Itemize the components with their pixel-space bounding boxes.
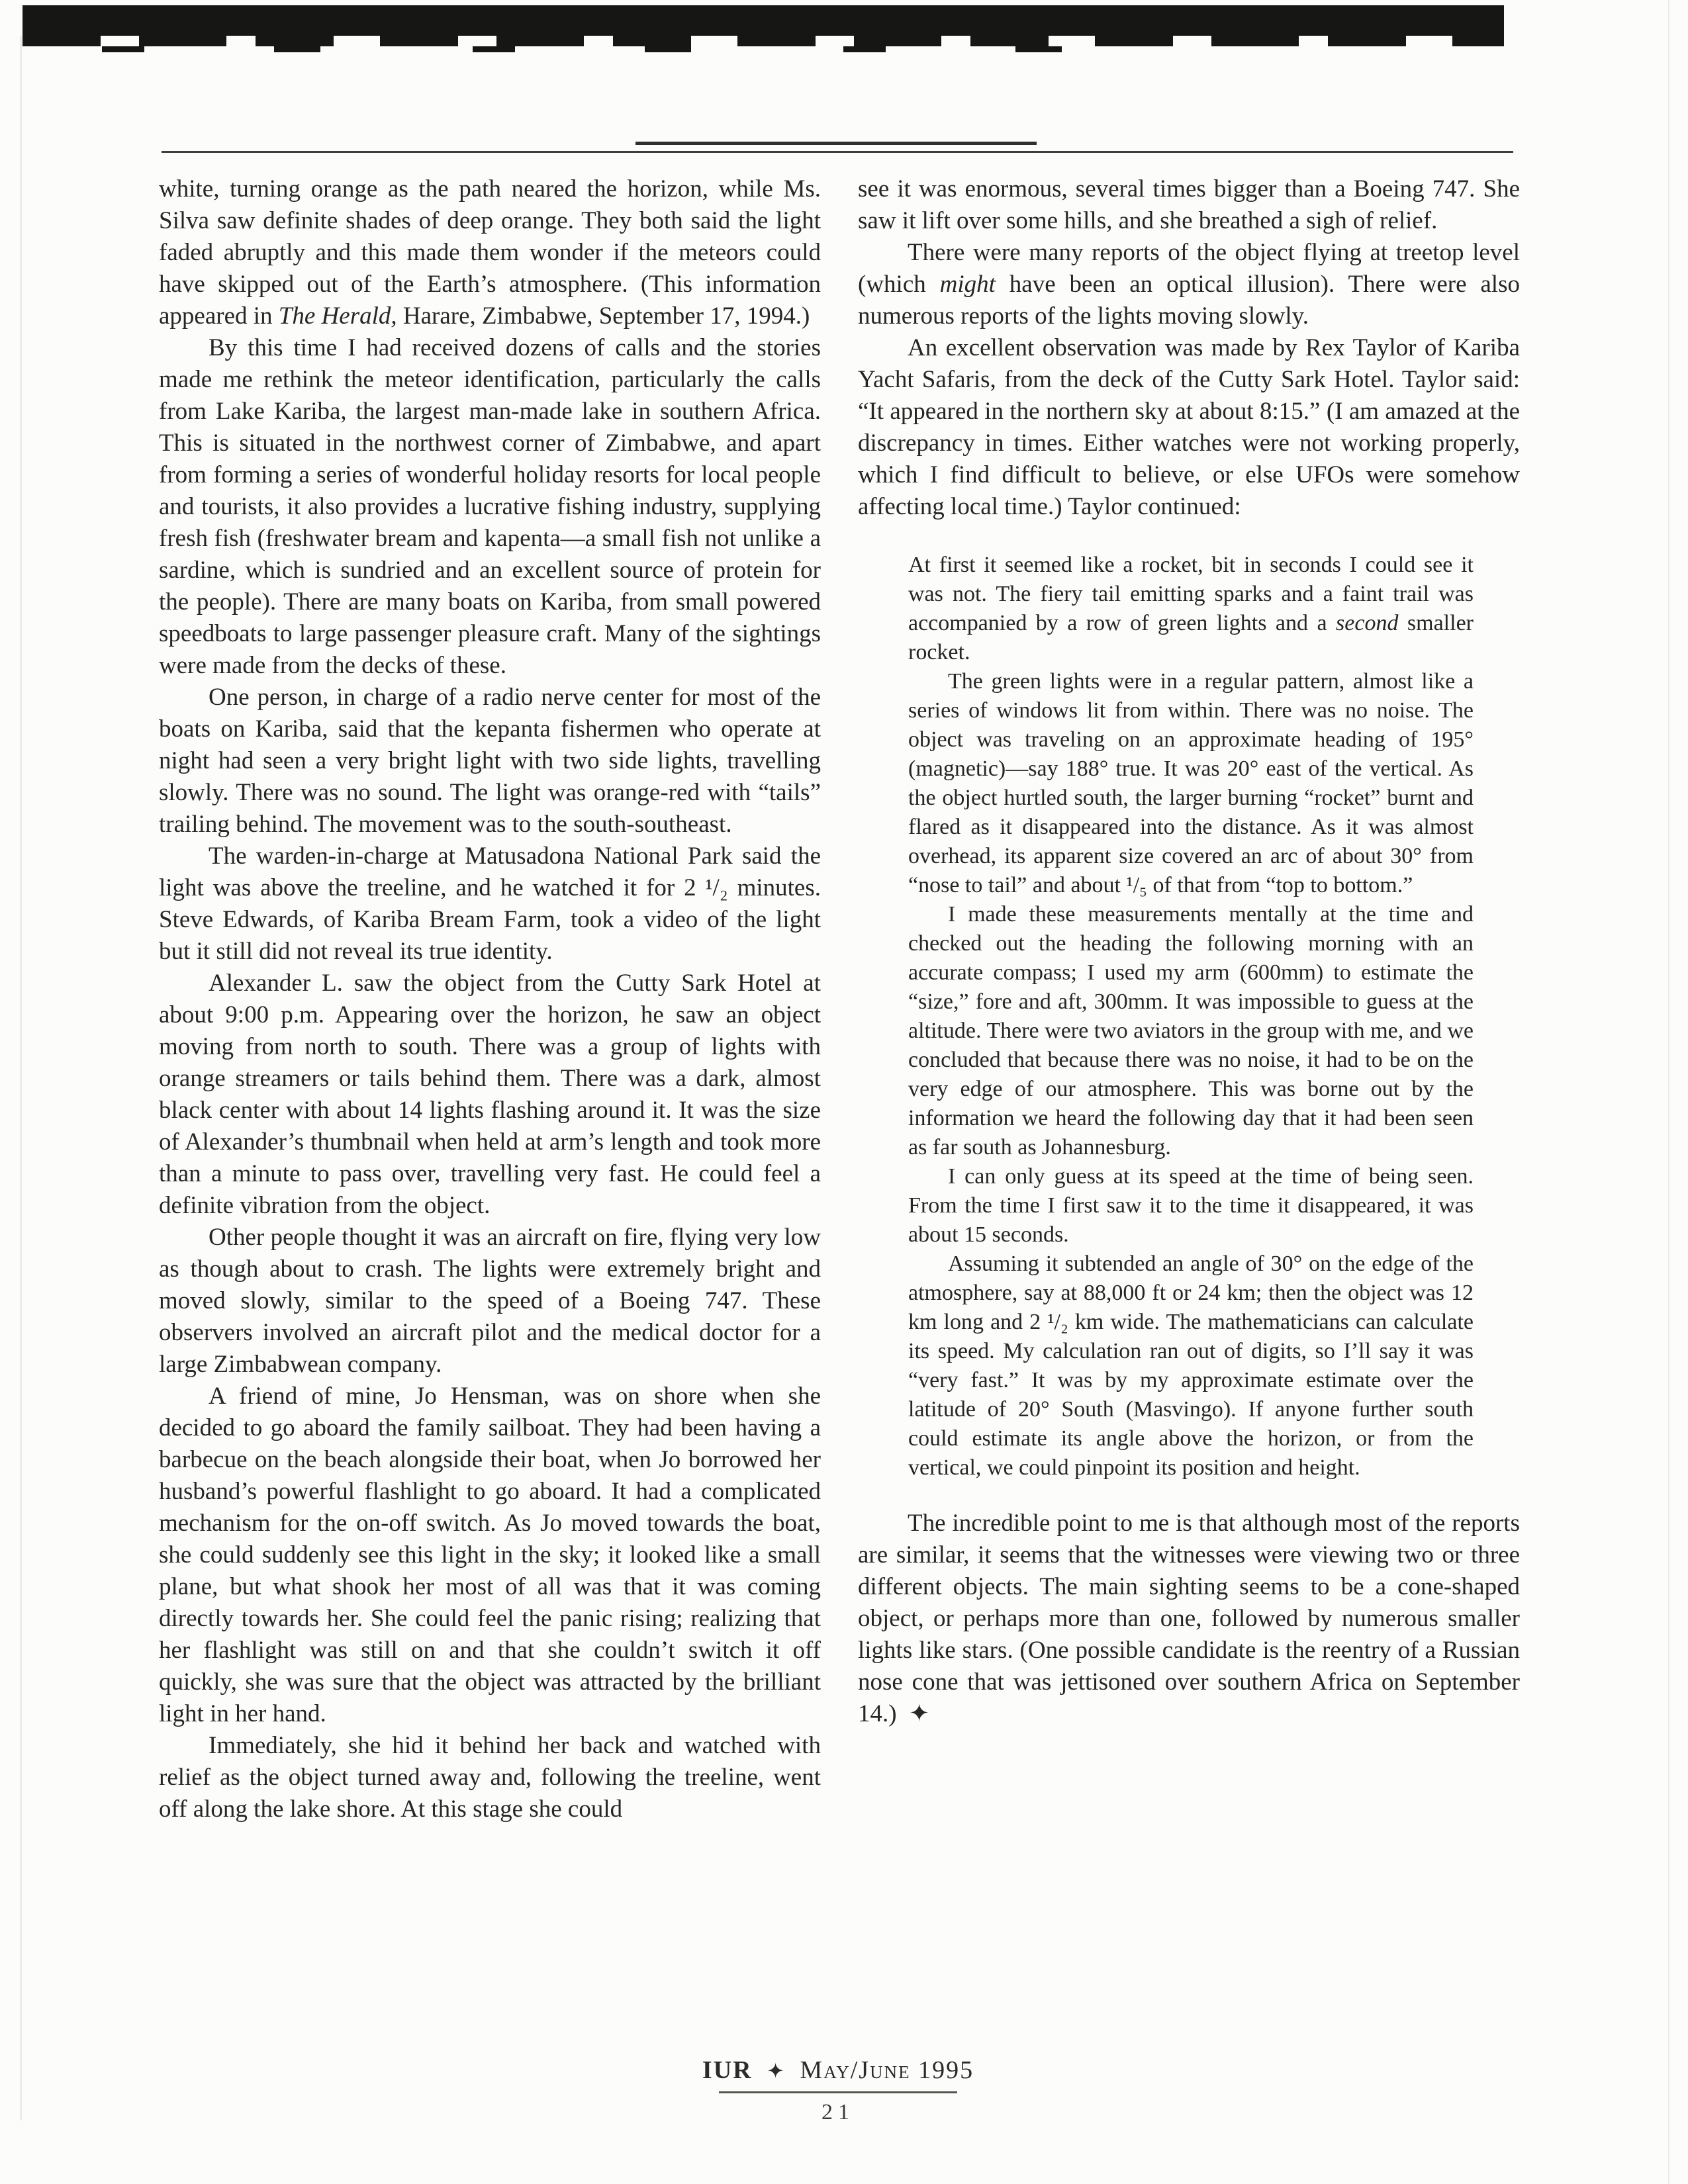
- text-run: Harare, Zimbabwe, September 17, 1994.): [397, 302, 810, 330]
- text-run: see it was enormous, several times bigger than a Boeing 747. She saw it lift over some hills, and she breathed a sigh of relief.: [858, 175, 1520, 234]
- header-short-rule: [635, 142, 1037, 145]
- paragraph: [159, 1222, 821, 1381]
- two-column-article: [159, 173, 1520, 1825]
- end-of-article-diamond-icon: ✦: [896, 1700, 930, 1727]
- paragraph: [159, 841, 821, 968]
- text-run: Immediately, she hid it behind her back and watched with relief as the object turned away and, following the treeline, went off along the lake shore. At this stage she could: [159, 1732, 821, 1823]
- footer-rule: [719, 2091, 957, 2093]
- page-footer: [0, 2056, 1676, 2125]
- text-run: Assuming it subtended an angle of 30° on the edge of the atmosphere, say at 88,000 ft or 24 km; then the object was 12 km long and 2 ¹/₂ km wide. The mathematicians can calculate its speed. My calculation ran out of digits, so I’ll say it was “very fast.” It was by my approximate estimate over the latitude of 20° South (Masvingo). If anyone further south could estimate its angle above the horizon, or from the vertical, we could pinpoint its position and height.: [908, 1251, 1474, 1480]
- text-run: By this time I had received dozens of calls and the stories made me rethink the meteor identification, particularly the calls from Lake Kariba, the largest man-made lake in southern Africa. This is situated in the northwest corner of Zimbabwe, and apart from forming a series of wonderful holiday resorts for local people and tourists, it also provides a lucrative fishing industry, supplying fresh fish (freshwater bream and kapenta—a small fish not unlike a sardine, which is sundried and an excellent source of protein for the people). There are many boats on Kariba, from small powered speedboats to large passenger pleasure craft. Many of the sightings were made from the decks of these.: [159, 334, 821, 679]
- footer-diamond-icon: ✦: [767, 2058, 786, 2083]
- journal-name: IUR: [702, 2056, 753, 2084]
- paragraph: [908, 1250, 1474, 1482]
- italic-text-run: second: [1336, 611, 1399, 635]
- text-run: I made these measurements mentally at the time and checked out the heading the following morning with an accurate compass; I used my arm (600mm) to estimate the “size,” fore and aft, 300mm. It was impossible to guess at the altitude. There were two aviators in the group with me, and we concluded that because there was no noise, it had to be on the very edge of our atmosphere. This was borne out by the information we heard the following day that it had been seen as far south as Johannesburg.: [908, 902, 1474, 1160]
- right-column-top-paragraphs: [858, 173, 1520, 523]
- text-run: smaller rocket.: [908, 611, 1474, 664]
- paragraph: [159, 682, 821, 841]
- right-column-bottom-paragraphs: [858, 1508, 1520, 1730]
- paragraph: [159, 1730, 821, 1825]
- left-scan-edge-line: [20, 36, 22, 2120]
- paragraph: [858, 332, 1520, 523]
- text-run: Other people thought it was an aircraft on fire, flying very low as though about to crash. The lights were extremely bright and moved slowly, similar to the speed of a Boeing 747. These observers involved an aircraft pilot and the medical doctor for a large Zimbabwean company.: [159, 1224, 821, 1378]
- italic-text-run: The Herald,: [278, 302, 397, 330]
- right-scan-edge-line: [1668, 0, 1669, 2184]
- scanner-black-bar: [23, 5, 1504, 36]
- paragraph: [908, 1162, 1474, 1250]
- right-column: [858, 173, 1520, 1825]
- paragraph: [908, 551, 1474, 667]
- paragraph: [159, 968, 821, 1222]
- text-run: The warden-in-charge at Matusadona National Park said the light was above the treeline, and he watched it for 2 ¹/₂ minutes. Steve Edwards, of Kariba Bream Farm, took a video of the light but it still did not reveal its true identity.: [159, 842, 821, 965]
- paragraph: [908, 667, 1474, 900]
- italic-text-run: might: [939, 271, 996, 298]
- paragraph: [908, 900, 1474, 1162]
- paragraph: [858, 1508, 1520, 1730]
- text-run: The incredible point to me is that although most of the reports are similar, it seems that the witnesses were viewing two or three different objects. The main sighting seems to be a cone-shaped object, or perhaps more than one, followed by numerous smaller lights like stars. (One possible candidate is the reentry of a Russian nose cone that was jettisoned over southern Africa on September 14.): [858, 1510, 1520, 1727]
- text-run: There were many reports of the object flying at treetop level (which: [858, 239, 1520, 298]
- header-rule: [162, 151, 1513, 153]
- paragraph: [159, 332, 821, 682]
- paragraph: [858, 237, 1520, 332]
- block-quote: [908, 551, 1474, 1482]
- text-run: A friend of mine, Jo Hensman, was on shore when she decided to go aboard the family sailboat. They had been having a barbecue on the beach alongside their boat, when Jo borrowed her husband’s powerful flashlight to go aboard. It had a complicated mechanism for the on-off switch. As Jo moved towards the boat, she could suddenly see this light in the sky; it looked like a small plane, but what shook her most of all was that it was coming directly towards her. She could feel the panic rising; realizing that her flashlight was still on and that she couldn’t switch it off quickly, she was sure that the object was attracted by the brilliant light in her hand.: [159, 1383, 821, 1727]
- left-column: [159, 173, 821, 1825]
- text-run: The green lights were in a regular pattern, almost like a series of windows lit from within. There was no noise. The object was traveling on an approximate heading of 195° (magnetic)—say 188° true. It was 20° east of the vertical. As the object hurtled south, the larger burning “rocket” burnt and flared as it disappeared into the distance. As it was almost overhead, its apparent size covered an arc of about 30° from “nose to tail” and about ¹/₅ of that from “top to bottom.”: [908, 669, 1474, 897]
- text-run: have been an optical illusion). There were also numerous reports of the lights moving slowly.: [858, 271, 1520, 330]
- text-run: I can only guess at its speed at the time of being seen. From the time I first saw it to the time it disappeared, it was about 15 seconds.: [908, 1164, 1474, 1247]
- text-run: At first it seemed like a rocket, bit in seconds I could see it was not. The fiery tail emitting sparks and a faint trail was accompanied by a row of green lights and a: [908, 553, 1474, 635]
- text-run: One person, in charge of a radio nerve center for most of the boats on Kariba, said that the kepanta fishermen who operate at night had seen a very bright light with two side lights, travelling slowly. There was no sound. The light was orange-red with “tails” trailing behind. The movement was to the south-southeast.: [159, 684, 821, 838]
- text-run: An excellent observation was made by Rex Taylor of Kariba Yacht Safaris, from the deck of the Cutty Sark Hotel. Taylor said: “It appeared in the northern sky at about 8:15.” (I am amazed at the discrepancy in times. Either watches were not working properly, which I find difficult to believe, or else UFOs were somehow affecting local time.) Taylor continued:: [858, 334, 1520, 520]
- page-number: 21: [821, 2100, 855, 2124]
- paragraph: [858, 173, 1520, 237]
- journal-issue-line: [0, 2056, 1676, 2085]
- paragraph: [159, 1381, 821, 1730]
- text-run: Alexander L. saw the object from the Cutty Sark Hotel at about 9:00 p.m. Appearing over the horizon, he saw an object moving from north to south. There was a group of lights with orange streamers or tails behind them. There was a dark, almost black center with about 14 lights flashing around it. It was the size of Alexander’s thumbnail when held at arm’s length and took more than a minute to pass over, travelling very fast. He could feel a definite vibration from the object.: [159, 970, 821, 1219]
- issue-date: May/June 1995: [800, 2056, 974, 2084]
- paragraph: [159, 173, 821, 332]
- text-run: white, turning orange as the path neared the horizon, while Ms. Silva saw definite shades of deep orange. They both said the light faded abruptly and this made them wonder if the meteors could have skipped out of the Earth’s atmosphere. (This information appeared in: [159, 175, 821, 330]
